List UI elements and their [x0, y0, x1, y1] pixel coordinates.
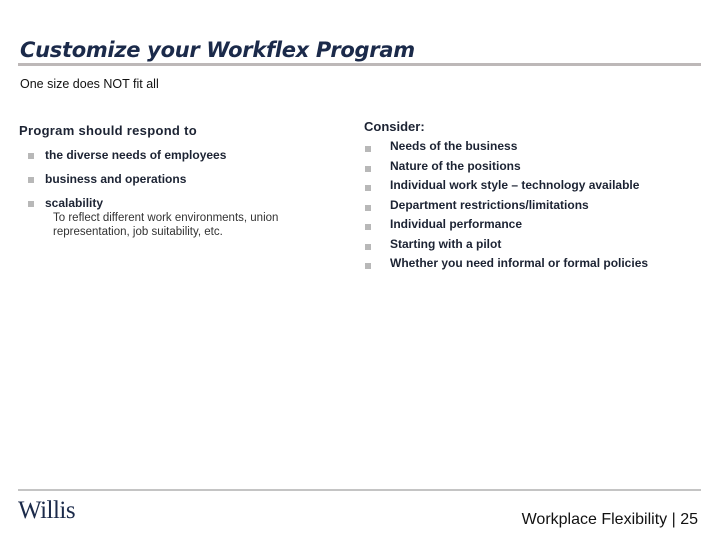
square-bullet-icon: [365, 146, 371, 152]
square-bullet-icon: [28, 153, 34, 159]
square-bullet-icon: [28, 201, 34, 207]
list-item: [28, 148, 348, 162]
right-bullet-list: [365, 139, 648, 276]
footer-divider: [18, 489, 701, 491]
list-item-label: Starting with a pilot: [390, 236, 502, 251]
left-bullet-list: [28, 148, 348, 239]
list-item-subtext: To reflect different work environments, union representation, job suitability, etc.: [53, 212, 279, 238]
right-column-heading: Consider:: [364, 119, 425, 134]
list-item: [365, 198, 648, 218]
list-item-label: Department restrictions/limitations: [390, 197, 589, 212]
square-bullet-icon: [365, 263, 371, 269]
list-item-label: business and operations: [45, 172, 187, 186]
title-divider: [18, 63, 701, 66]
left-column-heading: Program should respond to: [19, 123, 197, 138]
square-bullet-icon: [365, 205, 371, 211]
square-bullet-icon: [365, 185, 371, 191]
slide-subtitle: One size does NOT fit all: [20, 77, 159, 91]
square-bullet-icon: [365, 224, 371, 230]
list-item: [365, 159, 648, 179]
list-item-label: Individual performance: [390, 217, 523, 231]
willis-logo: Willis: [18, 497, 76, 524]
list-item: [365, 256, 648, 276]
square-bullet-icon: [365, 166, 371, 172]
footer-caption: [522, 511, 698, 529]
square-bullet-icon: [28, 177, 34, 183]
list-item: [365, 237, 648, 257]
list-item: [28, 172, 348, 186]
list-item: [365, 178, 648, 198]
list-item: [28, 196, 348, 239]
list-item-label: scalability: [45, 196, 104, 210]
page-number: 25: [680, 511, 698, 528]
footer-section-title: Workplace Flexibility: [521, 511, 668, 528]
square-bullet-icon: [365, 244, 371, 250]
list-item-label: Needs of the business: [390, 139, 518, 153]
footer-separator: |: [671, 511, 676, 528]
list-item-label: the diverse needs of employees: [45, 148, 227, 162]
list-item: [365, 139, 648, 159]
list-item-label: Individual work style – technology available: [390, 178, 640, 192]
list-item: [365, 217, 648, 237]
list-item-label: Nature of the positions: [390, 158, 521, 173]
list-item-label: Whether you need informal or formal policies: [390, 256, 649, 270]
slide-title: Customize your Workflex Program: [20, 38, 415, 62]
